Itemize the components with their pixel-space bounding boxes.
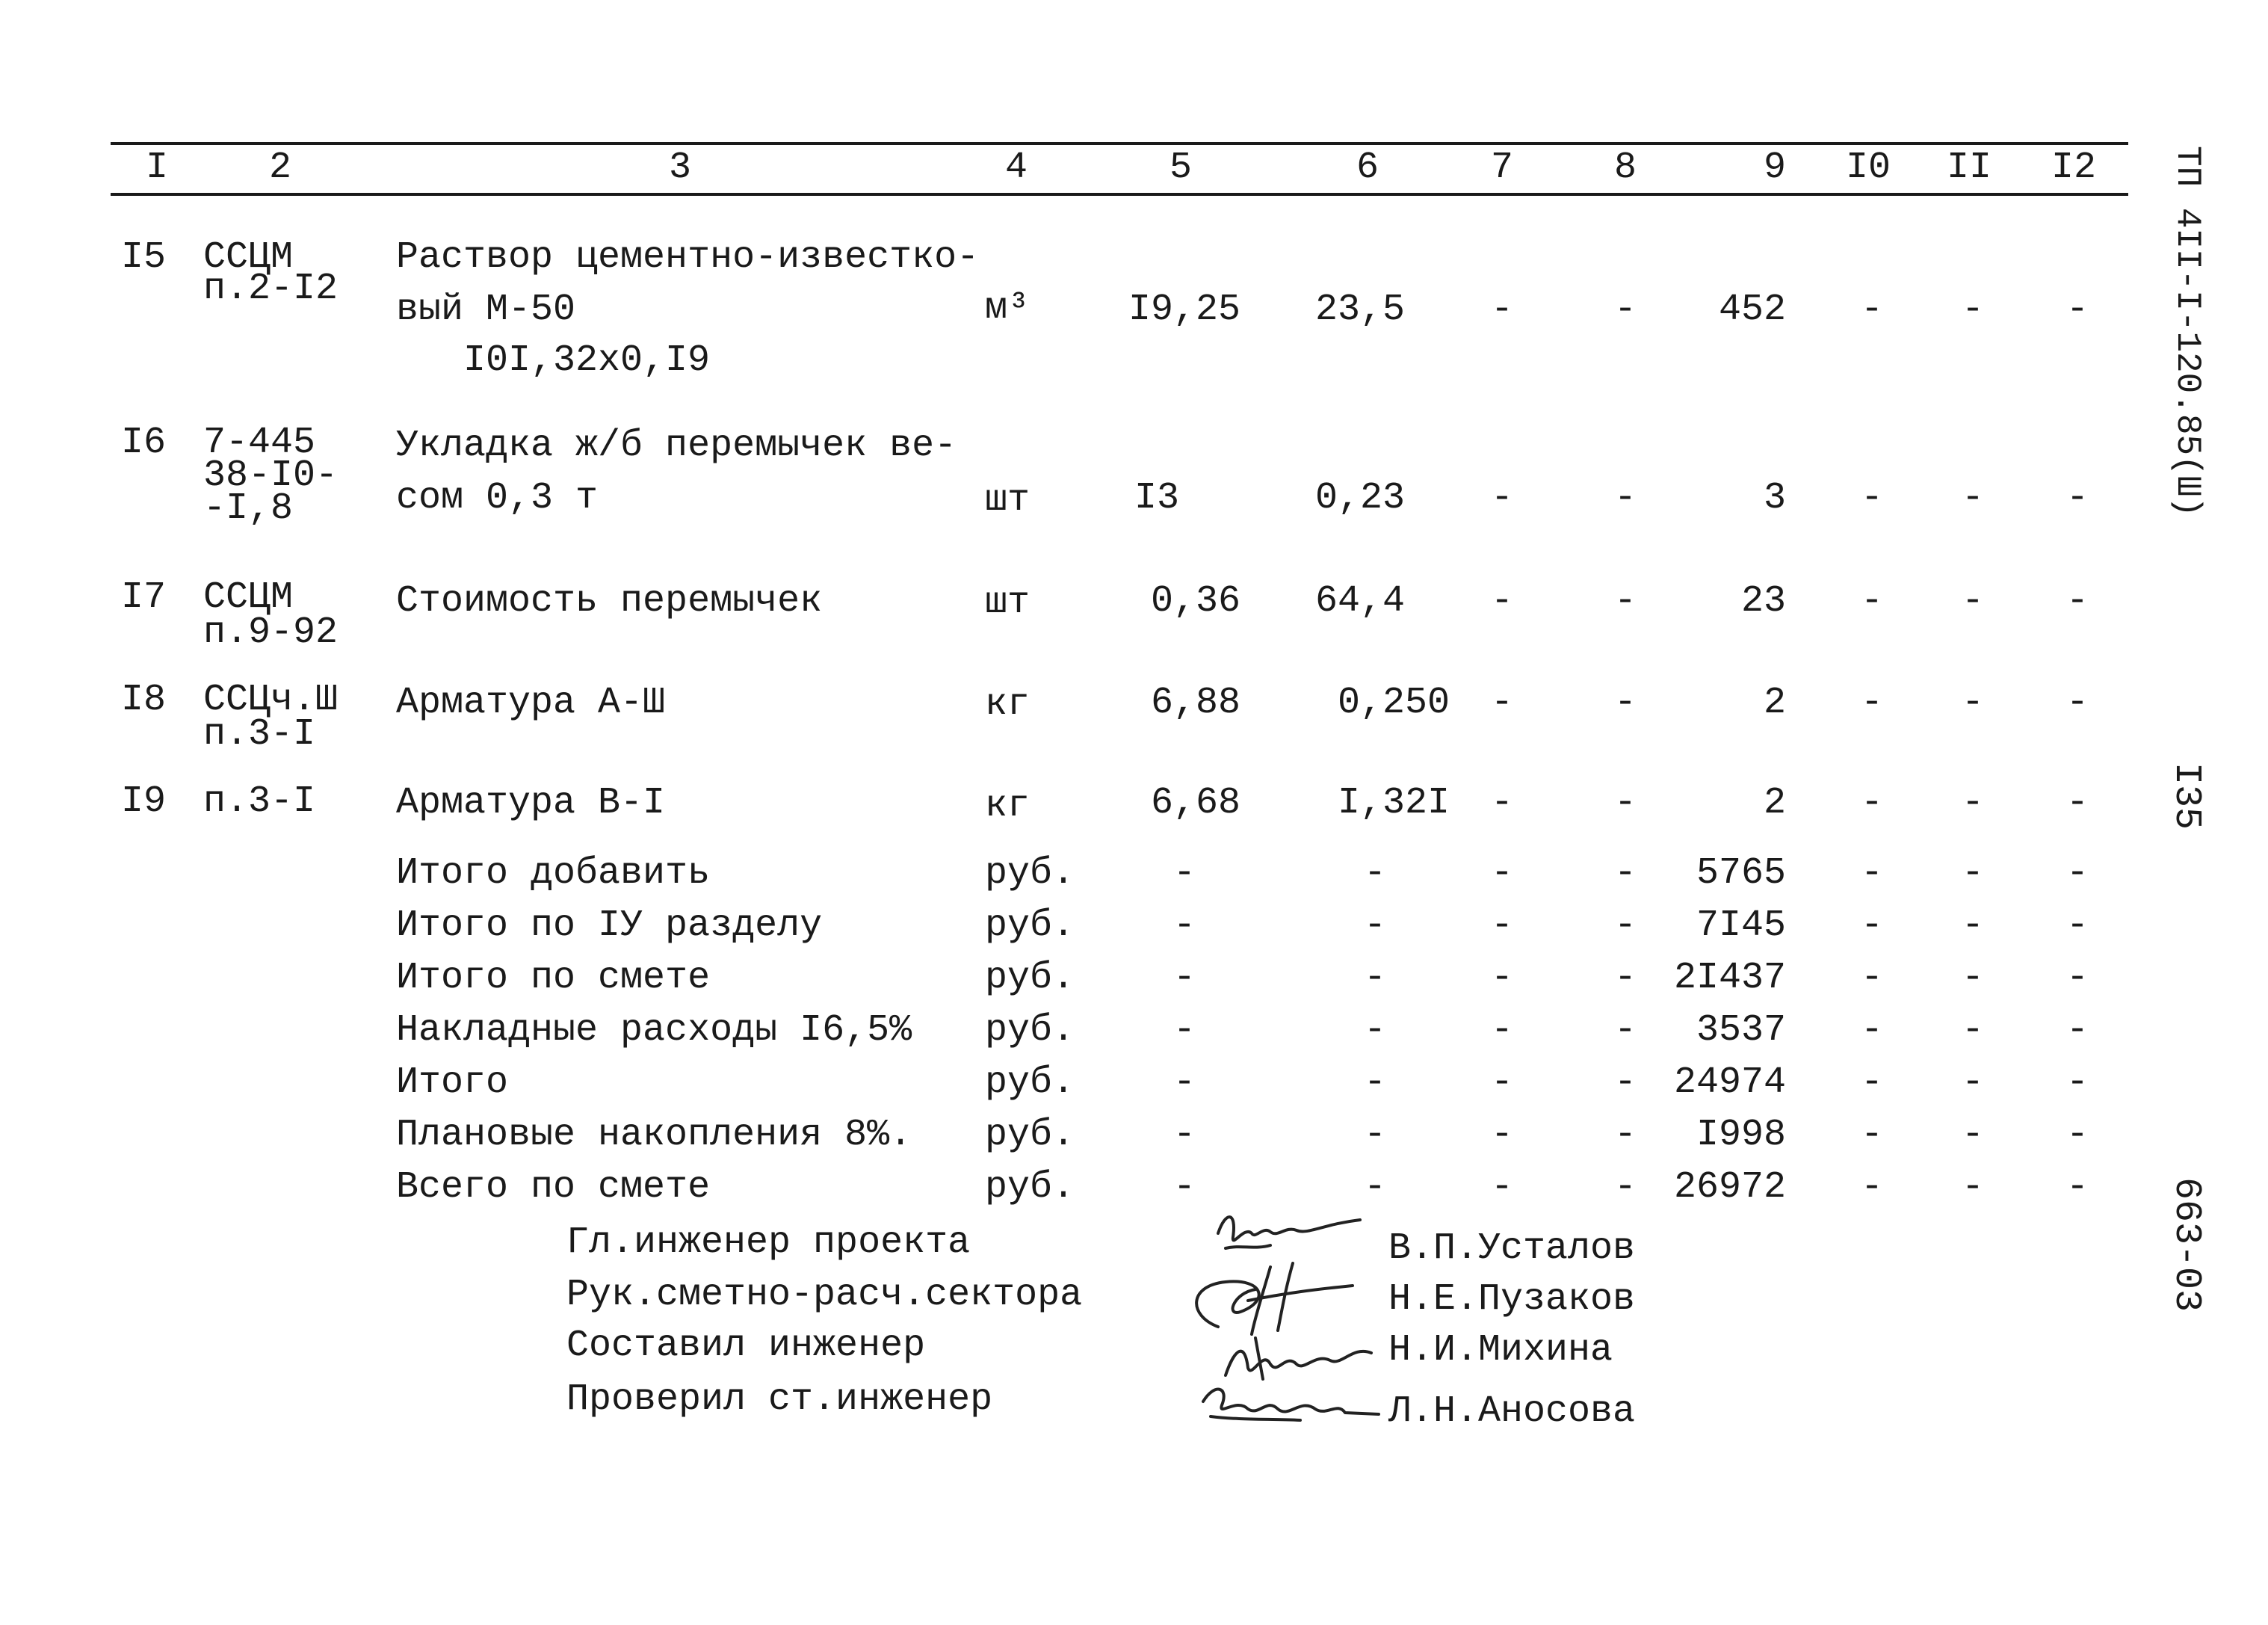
- total-col-8: -: [1613, 1009, 1637, 1052]
- page-number: I35: [2165, 762, 2207, 830]
- total-col-12: -: [2065, 852, 2089, 895]
- row-code: п.2-I2: [203, 268, 339, 310]
- row-description: Стоимость перемычек: [396, 580, 823, 623]
- signature-role: Гл.инженер проекта: [566, 1221, 971, 1264]
- row-number: I7: [121, 576, 167, 619]
- total-col-8: -: [1613, 852, 1637, 895]
- row-col-11: -: [1961, 580, 1984, 623]
- header-col-8: 8: [1613, 147, 1637, 189]
- header-col-10: I0: [1845, 147, 1891, 189]
- signature-name: Л.Н.Аносова: [1388, 1390, 1636, 1433]
- header-bottom-rule: [111, 193, 2128, 196]
- row-col-10: -: [1860, 580, 1883, 623]
- total-col-9: 24974: [1673, 1061, 1786, 1104]
- row-col-12: -: [2065, 580, 2089, 623]
- total-unit: руб.: [985, 1061, 1075, 1104]
- total-unit: руб.: [985, 1166, 1075, 1209]
- total-col-12: -: [2065, 957, 2089, 999]
- row-col-5: 0,36: [1150, 580, 1240, 623]
- header-col-5: 5: [1169, 147, 1192, 189]
- row-code: 38-I0-: [203, 454, 339, 497]
- row-col-7: -: [1490, 682, 1513, 724]
- total-col-11: -: [1961, 1061, 1984, 1104]
- signature-role: Составил инженер: [566, 1325, 926, 1367]
- row-col-12: -: [2065, 682, 2089, 724]
- row-number: I6: [121, 422, 167, 464]
- row-col-9: 452: [1718, 289, 1786, 331]
- total-col-6: -: [1363, 957, 1386, 999]
- header-col-2: 2: [268, 147, 291, 189]
- total-col-10: -: [1860, 1114, 1883, 1156]
- row-unit: шт: [985, 582, 1031, 624]
- total-col-12: -: [2065, 1166, 2089, 1209]
- total-col-11: -: [1961, 1114, 1984, 1156]
- total-col-5: -: [1172, 957, 1196, 999]
- total-label: Всего по смете: [396, 1166, 711, 1209]
- total-col-5: -: [1172, 1009, 1196, 1052]
- total-label: Итого добавить: [396, 852, 711, 895]
- total-col-7: -: [1490, 1114, 1513, 1156]
- total-col-5: -: [1172, 1166, 1196, 1209]
- signature-name: Н.Е.Пузаков: [1388, 1278, 1636, 1321]
- total-col-12: -: [2065, 1061, 2089, 1104]
- row-number: I9: [121, 780, 167, 823]
- row-code: ССЦМ: [203, 236, 294, 279]
- total-label: Итого: [396, 1061, 509, 1104]
- row-unit: кг: [985, 785, 1031, 827]
- row-col-7: -: [1490, 782, 1513, 824]
- total-col-12: -: [2065, 1114, 2089, 1156]
- header-col-1: I: [145, 147, 168, 189]
- total-unit: руб.: [985, 904, 1075, 947]
- row-description: сом 0,3 т: [396, 477, 599, 519]
- row-col-12: -: [2065, 782, 2089, 824]
- row-col-8: -: [1613, 580, 1637, 623]
- row-unit: м³: [985, 287, 1031, 330]
- total-col-11: -: [1961, 852, 1984, 895]
- row-code: п.3-I: [203, 713, 316, 756]
- total-col-11: -: [1961, 957, 1984, 999]
- total-col-6: -: [1363, 1061, 1386, 1104]
- total-col-5: -: [1172, 1114, 1196, 1156]
- row-col-5: 6,88: [1150, 682, 1240, 724]
- total-col-9: 3537: [1696, 1009, 1786, 1052]
- total-col-9: 26972: [1673, 1166, 1786, 1209]
- total-col-11: -: [1961, 1166, 1984, 1209]
- row-col-5: I9,25: [1128, 289, 1240, 331]
- total-col-8: -: [1613, 1114, 1637, 1156]
- row-col-8: -: [1613, 782, 1637, 824]
- row-description: Раствор цементно-известко-: [396, 236, 980, 279]
- header-col-7: 7: [1490, 147, 1513, 189]
- row-col-11: -: [1961, 782, 1984, 824]
- row-description: Арматура А-Ш: [396, 682, 666, 724]
- row-col-7: -: [1490, 580, 1513, 623]
- total-col-7: -: [1490, 904, 1513, 947]
- row-code: ССЦМ: [203, 576, 294, 619]
- row-description: Укладка ж/б перемычек ве-: [396, 425, 957, 467]
- total-col-9: I998: [1696, 1114, 1786, 1156]
- total-label: Итого по IУ разделу: [396, 904, 823, 947]
- total-col-7: -: [1490, 1009, 1513, 1052]
- total-col-10: -: [1860, 957, 1883, 999]
- row-code: -I,8: [203, 487, 294, 530]
- row-code: ССЦч.Ш: [203, 679, 339, 721]
- row-col-9: 2: [1763, 682, 1786, 724]
- total-col-12: -: [2065, 1009, 2089, 1052]
- row-unit: кг: [985, 683, 1031, 726]
- total-col-10: -: [1860, 1166, 1883, 1209]
- total-col-8: -: [1613, 1061, 1637, 1104]
- row-col-5: 6,68: [1150, 782, 1240, 824]
- row-col-8: -: [1613, 682, 1637, 724]
- total-col-7: -: [1490, 1061, 1513, 1104]
- row-col-12: -: [2065, 477, 2089, 519]
- row-col-9: 2: [1763, 782, 1786, 824]
- total-unit: руб.: [985, 957, 1075, 999]
- total-col-7: -: [1490, 852, 1513, 895]
- row-col-10: -: [1860, 477, 1883, 519]
- row-col-6: 0,23: [1314, 477, 1405, 519]
- signature-role: Рук.сметно-расч.сектора: [566, 1274, 1083, 1316]
- row-col-6: 23,5: [1314, 289, 1405, 331]
- total-col-8: -: [1613, 957, 1637, 999]
- total-col-9: 2I437: [1673, 957, 1786, 999]
- row-col-7: -: [1490, 289, 1513, 331]
- header-col-6: 6: [1356, 147, 1379, 189]
- row-code: п.9-92: [203, 611, 339, 654]
- total-col-5: -: [1172, 904, 1196, 947]
- total-col-10: -: [1860, 852, 1883, 895]
- row-description: Арматура В-I: [396, 782, 666, 824]
- row-col-10: -: [1860, 682, 1883, 724]
- project-code: ТП 4II-I-120.85(Ш): [2168, 146, 2207, 517]
- row-description: I0I,32x0,I9: [463, 339, 711, 382]
- total-label: Итого по смете: [396, 957, 711, 999]
- total-col-9: 5765: [1696, 852, 1786, 895]
- row-col-11: -: [1961, 289, 1984, 331]
- row-number: I5: [121, 236, 167, 279]
- total-col-6: -: [1363, 852, 1386, 895]
- row-description: вый М-50: [396, 289, 576, 331]
- total-col-12: -: [2065, 904, 2089, 947]
- row-unit: шт: [985, 479, 1031, 522]
- total-label: Плановые накопления 8%.: [396, 1114, 912, 1156]
- header-col-11: II: [1946, 147, 1992, 189]
- signature-name: В.П.Усталов: [1388, 1227, 1636, 1270]
- row-col-6: I,32I: [1337, 782, 1450, 824]
- total-col-6: -: [1363, 1166, 1386, 1209]
- total-col-7: -: [1490, 957, 1513, 999]
- row-col-5: I3: [1134, 477, 1180, 519]
- header-col-4: 4: [1004, 147, 1028, 189]
- row-col-10: -: [1860, 782, 1883, 824]
- row-col-6: 64,4: [1314, 580, 1405, 623]
- total-col-8: -: [1613, 1166, 1637, 1209]
- row-col-10: -: [1860, 289, 1883, 331]
- archive-code: 663-03: [2165, 1177, 2207, 1313]
- total-col-5: -: [1172, 852, 1196, 895]
- signature-role: Проверил ст.инженер: [566, 1378, 993, 1421]
- total-unit: руб.: [985, 1009, 1075, 1052]
- total-unit: руб.: [985, 1114, 1075, 1156]
- total-col-9: 7I45: [1696, 904, 1786, 947]
- total-col-10: -: [1860, 1061, 1883, 1104]
- total-col-8: -: [1613, 904, 1637, 947]
- total-col-10: -: [1860, 1009, 1883, 1052]
- signature-name: Н.И.Михина: [1388, 1329, 1613, 1372]
- row-col-11: -: [1961, 682, 1984, 724]
- row-col-9: 23: [1740, 580, 1786, 623]
- total-col-6: -: [1363, 1009, 1386, 1052]
- header-col-12: I2: [2051, 147, 2096, 189]
- row-col-8: -: [1613, 477, 1637, 519]
- handwritten-signature: [1211, 1323, 1382, 1383]
- row-col-12: -: [2065, 289, 2089, 331]
- total-col-7: -: [1490, 1166, 1513, 1209]
- row-col-6: 0,250: [1337, 682, 1450, 724]
- header-col-3: 3: [668, 147, 691, 189]
- row-code: 7-445: [203, 422, 316, 464]
- total-col-11: -: [1961, 1009, 1984, 1052]
- row-col-7: -: [1490, 477, 1513, 519]
- row-code: п.3-I: [203, 780, 316, 823]
- row-col-8: -: [1613, 289, 1637, 331]
- total-label: Накладные расходы I6,5%: [396, 1009, 912, 1052]
- row-col-9: 3: [1763, 477, 1786, 519]
- total-col-11: -: [1961, 904, 1984, 947]
- row-number: I8: [121, 679, 167, 721]
- header-top-rule: [111, 142, 2128, 145]
- handwritten-signature: [1196, 1375, 1382, 1428]
- header-col-9: 9: [1763, 147, 1786, 189]
- total-col-5: -: [1172, 1061, 1196, 1104]
- handwritten-signature: [1211, 1203, 1375, 1263]
- row-col-11: -: [1961, 477, 1984, 519]
- total-col-6: -: [1363, 1114, 1386, 1156]
- total-col-6: -: [1363, 904, 1386, 947]
- total-col-10: -: [1860, 904, 1883, 947]
- total-unit: руб.: [985, 852, 1075, 895]
